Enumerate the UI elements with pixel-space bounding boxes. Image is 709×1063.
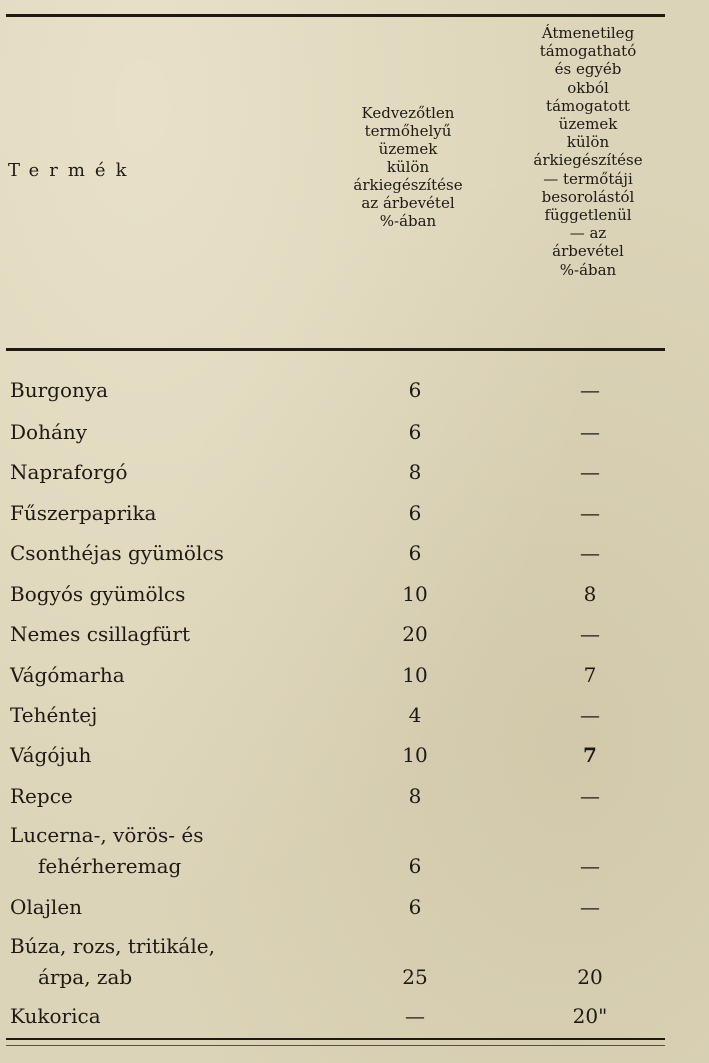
value-transitional: — [580,460,600,484]
header-column-transitional: Átmenetileg támogatható és egyéb okból támogatott üzemek külön árkiegészítése — termőtáji besorolástól függetlenül — az árbevétel %-ában [533,24,643,279]
product-name: Csonthéjas gyümölcs [10,541,224,565]
value-transitional: 7 [583,743,597,767]
table-row [0,501,709,541]
value-unfavourable: — [405,1004,425,1028]
product-name: Tehéntej [10,703,98,727]
value-unfavourable: 4 [408,703,422,727]
table-row [0,420,709,460]
table-row [0,541,709,581]
value-transitional: — [580,703,600,727]
value-unfavourable: 8 [408,784,422,808]
product-name: Bogyós gyümölcs [10,582,186,606]
value-transitional: 8 [583,582,597,606]
product-name: Nemes csillagfürt [10,622,191,646]
product-name: Burgonya [10,378,109,402]
value-unfavourable: 6 [408,378,422,402]
value-unfavourable: 10 [402,582,428,606]
top-rule [6,14,665,17]
product-name: Kukorica [10,1004,101,1028]
value-unfavourable: 6 [408,420,422,444]
product-name: Dohány [10,420,88,444]
product-name-line1: Lucerna-, vörös- és [10,823,204,847]
value-unfavourable: 6 [408,541,422,565]
product-name: Vágómarha [10,663,125,687]
table-row [0,378,709,418]
value-transitional: — [580,784,600,808]
table-row [0,663,709,703]
header-product: Termék [8,160,137,181]
value-unfavourable: 20 [402,622,428,646]
product-name-line1: Búza, rozs, tritikále, [10,934,215,958]
table-row [0,823,709,885]
product-name-line2: árpa, zab [38,965,133,989]
value-unfavourable: 8 [408,460,422,484]
value-transitional: — [580,378,600,402]
value-transitional: — [580,895,600,919]
table-row [0,743,709,783]
product-name: Vágójuh [10,743,92,767]
value-transitional: — [580,541,600,565]
value-unfavourable: 10 [402,743,428,767]
value-transitional: — [580,420,600,444]
value-transitional: — [580,501,600,525]
value-transitional: 7 [583,663,597,687]
table-row [0,460,709,500]
value-unfavourable: 25 [402,965,428,989]
value-transitional: 20 [577,965,603,989]
header-rule [6,348,665,351]
product-name: Fűszerpaprika [10,501,157,525]
table-row [0,703,709,743]
product-name: Repce [10,784,73,808]
bottom-rule-thin [6,1045,665,1046]
value-unfavourable: 6 [408,854,422,878]
value-unfavourable: 10 [402,663,428,687]
table-row [0,784,709,824]
table-row [0,582,709,622]
value-unfavourable: 6 [408,895,422,919]
bottom-rule [6,1038,665,1040]
product-name-line2: fehérheremag [38,854,182,878]
table-row [0,934,709,996]
product-name: Olajlen [10,895,83,919]
value-unfavourable: 6 [408,501,422,525]
header-column-unfavourable: Kedvezőtlen termőhelyű üzemek külön árkiegészítése az árbevétel %-ában [353,104,463,230]
value-transitional: — [580,854,600,878]
table-row [0,895,709,935]
value-transitional: — [580,622,600,646]
product-name: Napraforgó [10,460,128,484]
table-row [0,622,709,662]
value-transitional: 20" [572,1004,608,1028]
